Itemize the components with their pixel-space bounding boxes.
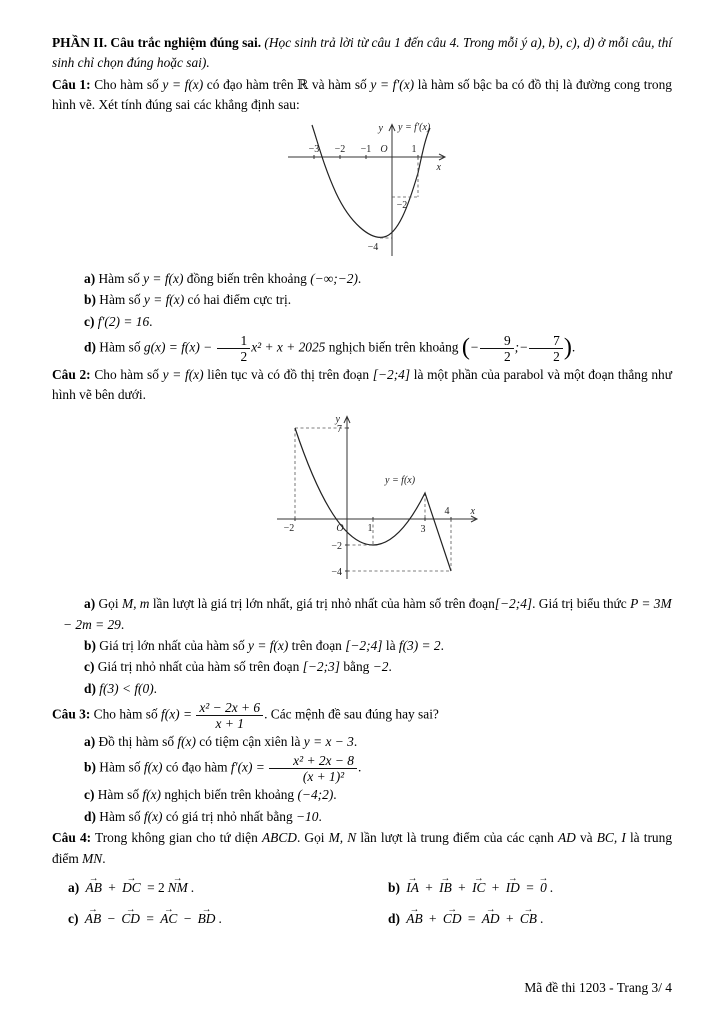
text-run: . (102, 850, 106, 866)
option-label: c) (84, 787, 95, 803)
text-run: . Các mệnh đề sau đúng hay sai? (264, 706, 439, 722)
math-run: [−2;4] (494, 596, 533, 612)
q3-option-c (63, 785, 672, 805)
text-run: . (353, 734, 358, 749)
fraction-numerator: 7 (529, 333, 563, 349)
q1-option-c (63, 312, 672, 332)
math-run: y = x − 3 (303, 734, 354, 749)
text-run: lần lượt là giá trị lớn nhất, giá trị nhỏ nhất của hàm số trên đoạn (149, 596, 495, 612)
math-run: (−4;2) (297, 787, 334, 803)
option-label: d) (84, 680, 96, 696)
text-run: có đạo hàm trên ℝ và hàm số (203, 76, 371, 92)
math-run: f(3) < f(0) (95, 680, 154, 696)
option-label: c) (68, 911, 79, 927)
text-run: Cho hàm số (90, 367, 163, 382)
text-run: Giá trị nhỏ nhất của hàm số trên đoạn (94, 659, 303, 675)
math-run: ABCD (261, 830, 297, 846)
option-label: d) (84, 808, 96, 824)
vector: AB → (84, 878, 104, 898)
math-run: AD (557, 830, 576, 846)
text-run: . (357, 270, 362, 286)
text-run: . (149, 313, 153, 329)
x-tick-label: 1 (367, 522, 373, 534)
question-1-label: Câu 1: (52, 76, 91, 92)
math-run: y = f(x) (162, 367, 204, 382)
fraction-numerator: 1 (217, 333, 251, 349)
y-axis-label: y (335, 413, 340, 425)
text-run: Gọi (95, 596, 122, 612)
parabola-segment-graph (237, 409, 487, 584)
fraction-denominator: 2 (503, 349, 511, 364)
operator: = (522, 879, 538, 895)
curve-label: y = f′(x) (398, 121, 431, 133)
math-run: − (469, 339, 479, 355)
fraction-denominator: x + 1 (215, 716, 244, 731)
fraction (479, 333, 515, 364)
fraction (195, 700, 264, 731)
text-run: nghịch biến trên khoảng (160, 787, 298, 803)
text-run: là hàm số bậc ba có đồ thị là đường cong trong hình vẽ. Xét tính đúng sai các khẳng định sau: (52, 76, 672, 113)
text-run: . (190, 879, 195, 895)
math-run: ;− (514, 339, 529, 355)
text-run: trên đoạn (288, 637, 346, 653)
text-run: nghịch biến trên khoảng (325, 339, 462, 355)
x-tick-label: 1 (411, 143, 417, 155)
math-run: M, m (121, 596, 150, 612)
question-4-label: Câu 4: (52, 830, 92, 846)
vector: AC → (158, 909, 179, 929)
origin-label: O (336, 522, 344, 534)
math-run: −10 (296, 808, 319, 824)
math-run: −2 (372, 659, 389, 675)
cubic-derivative-graph (242, 119, 482, 259)
text-run: Giá trị lớn nhất của hàm số (95, 637, 249, 653)
x-tick-label: −2 (283, 522, 295, 534)
y-value-label: −4 (367, 241, 379, 253)
q1-option-b (63, 290, 672, 310)
math-run: f(x) (143, 808, 163, 824)
text-run: là trung điểm (52, 830, 673, 866)
x-tick-label: −2 (334, 143, 346, 155)
y-axis-label: y (378, 122, 383, 134)
option-label: d) (388, 911, 400, 927)
page-footer: Mã đề thi 1203 - Trang 3/ 4 (524, 979, 672, 995)
vector: BD → (196, 909, 218, 929)
fraction-numerator: 9 (480, 333, 514, 349)
text-run: Hàm số (95, 292, 144, 308)
operator: = 2 (143, 879, 165, 895)
operator: = (464, 911, 479, 927)
option-label: a) (68, 879, 80, 895)
operator: + (421, 879, 437, 895)
math-run: f′(x) = (230, 759, 269, 775)
y-value-label: −4 (331, 566, 342, 578)
q2-option-c (63, 657, 672, 677)
fraction-denominator: 2 (240, 349, 248, 364)
text-run: Cho hàm số (90, 76, 163, 92)
math-run: y = f(x) (162, 76, 204, 92)
text-run: có hai điểm cực trị. (184, 292, 292, 308)
math-run: f(x) (143, 759, 163, 775)
vector: IC → (470, 878, 487, 898)
vector: ID → (504, 878, 522, 898)
question-2-label: Câu 2: (52, 367, 91, 382)
x-tick-label: −3 (308, 143, 320, 155)
text-run: có đạo hàm (162, 759, 231, 775)
vector: CD → (441, 909, 464, 929)
math-run: f′(2) = 16 (94, 313, 150, 329)
text-run: có giá trị nhỏ nhất bằng (162, 808, 297, 824)
question-2-intro (52, 365, 672, 406)
text-run: là một phần của parabol và một đoạn thẳng như hình vẽ bên dưới. (52, 367, 672, 403)
text-run: bằng (339, 659, 373, 675)
vector: CB → (518, 909, 539, 929)
operator: − (104, 911, 119, 927)
option-label: b) (388, 879, 400, 895)
math-run: y = f′(x) (370, 76, 415, 92)
question-4-intro (52, 828, 672, 869)
q2-option-a (63, 594, 672, 635)
operator: = (142, 911, 158, 927)
q4-options (68, 871, 672, 931)
function-curve (295, 428, 451, 571)
section-title: PHẦN II. Câu trắc nghiệm đúng sai. (52, 35, 262, 50)
x-tick-label: 4 (444, 505, 450, 517)
vector: 0 → (538, 878, 549, 898)
question-3-intro (52, 700, 672, 731)
q1-option-a (63, 269, 672, 289)
fraction (216, 333, 252, 364)
math-run: P = 3M − 2m = 29 (63, 596, 672, 632)
text-run: . (333, 787, 337, 803)
q3-option-a (63, 732, 672, 752)
fraction (528, 333, 564, 364)
q4-option-c (68, 903, 388, 929)
section-header (52, 33, 672, 74)
math-run: y = f(x) (143, 292, 185, 308)
option-label: a) (84, 734, 96, 749)
text-run: Hàm số (95, 270, 144, 286)
math-run: [−2;4] (372, 367, 411, 382)
vector: AD → (480, 909, 502, 929)
math-run: y = f(x) (248, 637, 289, 653)
option-label: b) (84, 759, 96, 775)
math-run: [−2;3] (302, 659, 340, 675)
close-paren: ) (563, 334, 572, 361)
vector: AB → (404, 909, 424, 929)
math-run: BC, I (596, 830, 626, 846)
x-tick-label: 3 (420, 523, 426, 535)
math-run: y = f(x) (143, 270, 184, 286)
derivative-curve (312, 122, 430, 237)
fraction-denominator: 2 (553, 349, 560, 364)
math-run: f(x) (177, 734, 196, 749)
text-run: . Giá trị biểu thức (532, 596, 631, 612)
option-label: a) (84, 596, 96, 612)
operator: − (180, 911, 195, 927)
text-run: . Gọi (296, 830, 329, 846)
text-run: Đồ thị hàm số (95, 734, 178, 749)
text-run: Cho hàm số (90, 706, 162, 722)
text-run: . (440, 637, 444, 653)
x-tick-label: −1 (360, 143, 372, 155)
math-run: [−2;4] (345, 637, 383, 653)
vector: NM → (166, 878, 190, 898)
math-run: f(x) (142, 787, 161, 803)
operator: + (425, 911, 440, 927)
vector: CD → (119, 909, 142, 929)
option-label: c) (84, 313, 95, 329)
question-3-label: Câu 3: (52, 706, 91, 722)
text-run: là (382, 637, 399, 653)
text-run: . (318, 808, 322, 824)
y-value-label: 7 (337, 423, 342, 435)
q3-option-d (63, 807, 672, 827)
figure-1 (52, 119, 672, 265)
math-run: M, N (328, 830, 357, 846)
curve-label: y = f(x) (385, 474, 416, 486)
math-run: x² + x + 2025 (251, 339, 326, 355)
text-run: liên tục và có đồ thị trên đoạn (203, 367, 373, 382)
text-run: Hàm số (95, 339, 144, 355)
text-run: Hàm số (95, 759, 144, 775)
text-run: Hàm số (95, 808, 144, 824)
text-run: . (120, 616, 125, 632)
text-run: . (549, 879, 554, 895)
text-run: và (575, 830, 597, 846)
text-run: . (357, 759, 362, 775)
fraction-denominator: (x + 1)² (302, 769, 345, 785)
text-run: . (388, 659, 392, 675)
text-run: có tiệm cận xiên là (195, 734, 304, 749)
text-run: . (571, 339, 576, 355)
math-run: (−∞;−2) (310, 270, 358, 286)
open-paren: ( (461, 334, 470, 361)
q2-option-d (63, 679, 672, 699)
vector: IA → (404, 878, 421, 898)
x-axis-label: x (470, 505, 475, 517)
math-run: MN (82, 850, 103, 866)
origin-label: O (380, 143, 388, 155)
q3-option-b (63, 753, 672, 784)
x-axis-label: x (436, 161, 441, 173)
text-run: . (539, 911, 544, 927)
q1-option-d (63, 333, 672, 364)
fraction-numerator: x² + 2x − 8 (269, 753, 357, 769)
operator: + (454, 879, 470, 895)
math-run: f(3) = 2 (398, 637, 441, 653)
section-instructions: (Học sinh trả lời từ câu 1 đến câu 4. Trong mỗi ý a), b), c), d) ở mỗi câu, thí sinh chỉ chọn đúng hoặc sai). (52, 35, 672, 71)
operator: + (502, 911, 517, 927)
text-run: . (153, 680, 158, 696)
option-label: b) (84, 292, 96, 308)
fraction (268, 753, 358, 784)
q2-option-b (63, 636, 672, 656)
option-label: c) (84, 659, 95, 675)
q4-option-d (388, 903, 672, 929)
text-run: . (218, 911, 222, 927)
math-run: f(x) = (161, 706, 196, 722)
vector: AB → (83, 909, 103, 929)
question-1-intro (52, 75, 672, 116)
text-run: Trong không gian cho tứ diện (91, 830, 262, 846)
y-value-label: −2 (331, 540, 342, 552)
vector: DC → (120, 878, 143, 898)
q4-option-a (68, 872, 388, 898)
vector: IB → (437, 878, 454, 898)
text-run: lần lượt là trung điểm của các cạnh (356, 830, 558, 846)
option-label: d) (84, 339, 96, 355)
option-label: a) (84, 270, 96, 286)
operator: + (488, 879, 503, 895)
figure-2 (52, 409, 672, 590)
text-run: đồng biến trên khoảng (183, 270, 311, 286)
operator: + (104, 879, 120, 895)
math-run: g(x) = f(x) − (143, 339, 216, 355)
option-label: b) (84, 637, 96, 653)
fraction-numerator: x² − 2x + 6 (196, 700, 263, 716)
text-run: Hàm số (94, 787, 143, 803)
q4-option-b (388, 872, 672, 898)
y-value-label: −2 (396, 199, 408, 211)
